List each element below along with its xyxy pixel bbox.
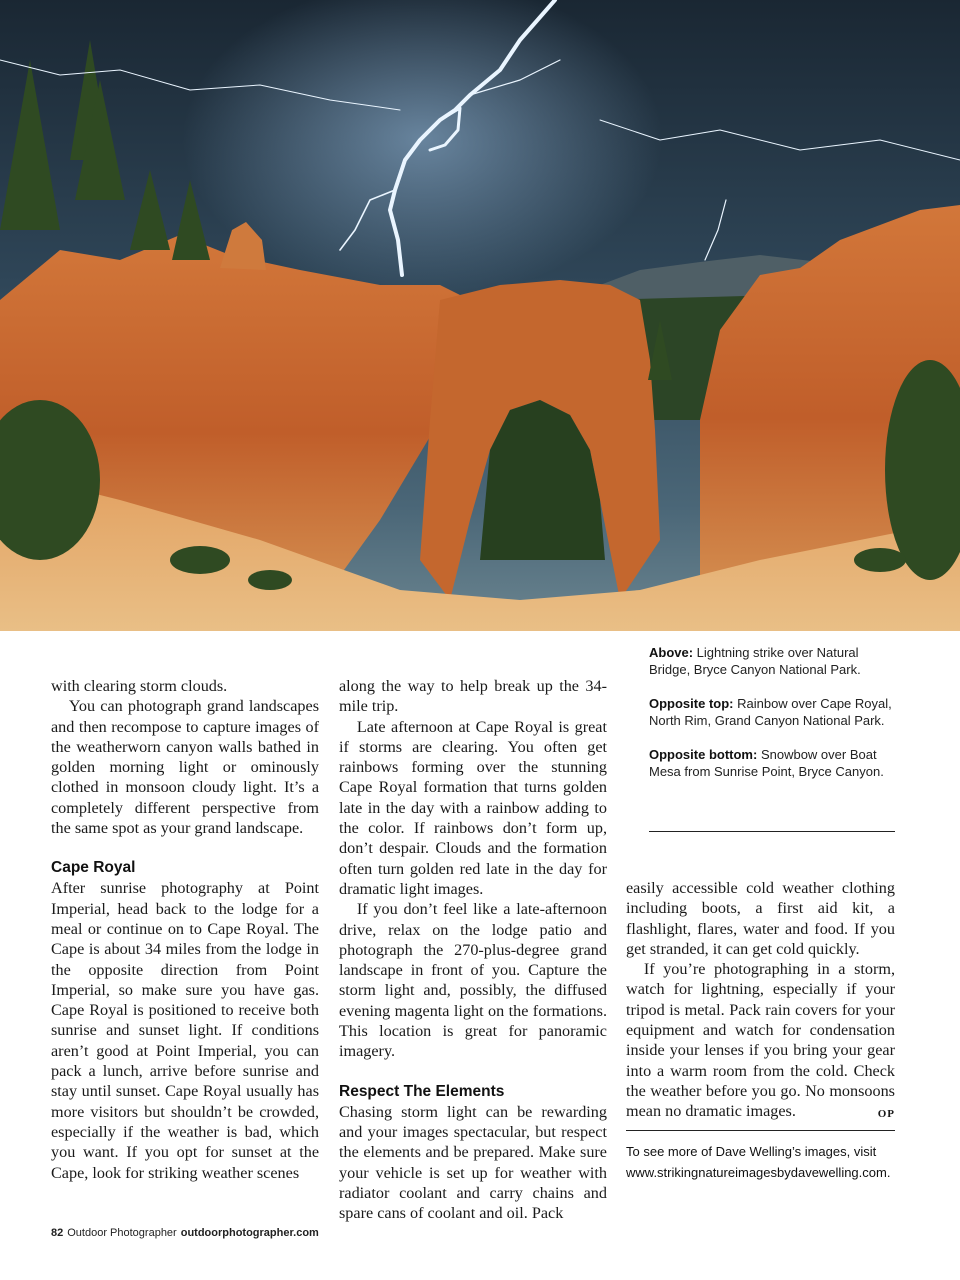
caption-opposite-bottom-label: Opposite bottom: [649,747,758,762]
magazine-url[interactable]: outdoorphotographer.com [180,1227,319,1239]
caption-opposite-top-text: Rainbow over Cape Royal, North Rim, Grand Canyon National Park. [649,696,892,728]
caption-opposite-bottom [649,746,895,780]
article-column-2 [339,676,607,1223]
col3-paragraph-2-text: If you’re photographing in a storm, watch for lightning, especially if your tripod is metal. Pack rain covers for your equipment and watch for condensation inside your lenses if you bring your gear into a warm room from the cold. Check the weather before you go. No monsoons mean no dramatic images. [626,960,895,1121]
end-mark: OP [877,1108,895,1121]
article-column-1 [51,676,319,1183]
col2-paragraph-3: If you don’t feel like a late-afternoon drive, relax on the lodge patio and photograph the 270-plus-degree grand landscape in front of you. Capture the storm light and, possibly, the diffused evening magenta light on the formations. This location is great for panoramic imagery. [339,900,607,1061]
col1-paragraph-1: with clearing storm clouds. [51,677,228,695]
caption-divider [649,831,895,832]
col2-paragraph-2: Late afternoon at Cape Royal is great if storms are clearing. You often get rainbows forming over the stunning Cape Royal formation that turns golden late in the day with a rainbow adding to the color. If rainbows don’t form up, don’t despair. Clouds and the formation often turn golden red late in the day for dramatic light images. [339,717,607,898]
page-number: 82 [51,1227,64,1239]
caption-opposite-top-label: Opposite top: [649,696,734,711]
caption-above [649,644,895,678]
caption-opposite-top [649,695,895,729]
col2-paragraph-4: Chasing storm light can be rewarding and your images spectacular, but respect the elements and be prepared. Make sure your vehicle is set up for weather with radiator coolant and carry chains and spare cans of coolant and oil. Pack [339,1102,607,1223]
article-end-divider [626,1130,895,1131]
magazine-name: Outdoor Photographer [67,1227,177,1239]
caption-above-text: Lightning strike over Natural Bridge, Bryce Canyon National Park. [649,645,861,677]
article-column-3 [626,878,895,1125]
caption-opposite-bottom-text: Snowbow over Boat Mesa from Sunrise Point, Bryce Canyon. [649,747,884,779]
heading-cape-royal: Cape Royal [51,859,136,877]
hero-photo [0,0,960,631]
col3-paragraph-2 [626,959,895,1121]
col1-paragraph-3: After sunrise photography at Point Imperial, head back to the lodge for a meal or continue on to Cape Royal. The Cape is about 34 miles from the lodge in the opposite direction from Point Imperial, so make sure you have gas. Cape Royal is positioned to receive both sunrise and sunset light. If conditions aren’t good at Point Imperial, you can pack a lunch, arrive before sunrise and stay until sunset. Cape Royal usually has more visitors but shouldn’t be crowded, especially if the weather is bad, which you want. If you opt for sunset at the Cape, look for striking weather scenes [51,879,319,1182]
caption-above-label: Above: [649,645,694,660]
photographer-promo: To see more of Dave Welling’s images, visit www.strikingnatureimagesbydavewelling.com. [626,1144,891,1180]
heading-respect-the-elements: Respect The Elements [339,1082,505,1100]
col3-paragraph-1: easily accessible cold weather clothing including boots, a first aid kit, a flashlight, flares, water and food. If you get stranded, it can get cold quickly. [626,879,895,958]
page-footer [51,1227,319,1239]
col2-paragraph-1: along the way to help break up the 34-mile trip. [339,677,607,716]
col1-paragraph-2: You can photograph grand landscapes and then recompose to capture images of the weatherworn canyon walls bathed in golden morning light or ominously clothed in monsoon cloudy light. It’s a completely different perspective from the same spot as your grand landscape. [51,697,319,838]
natural-bridge-lightning-image [0,0,960,631]
photo-captions [649,644,895,797]
